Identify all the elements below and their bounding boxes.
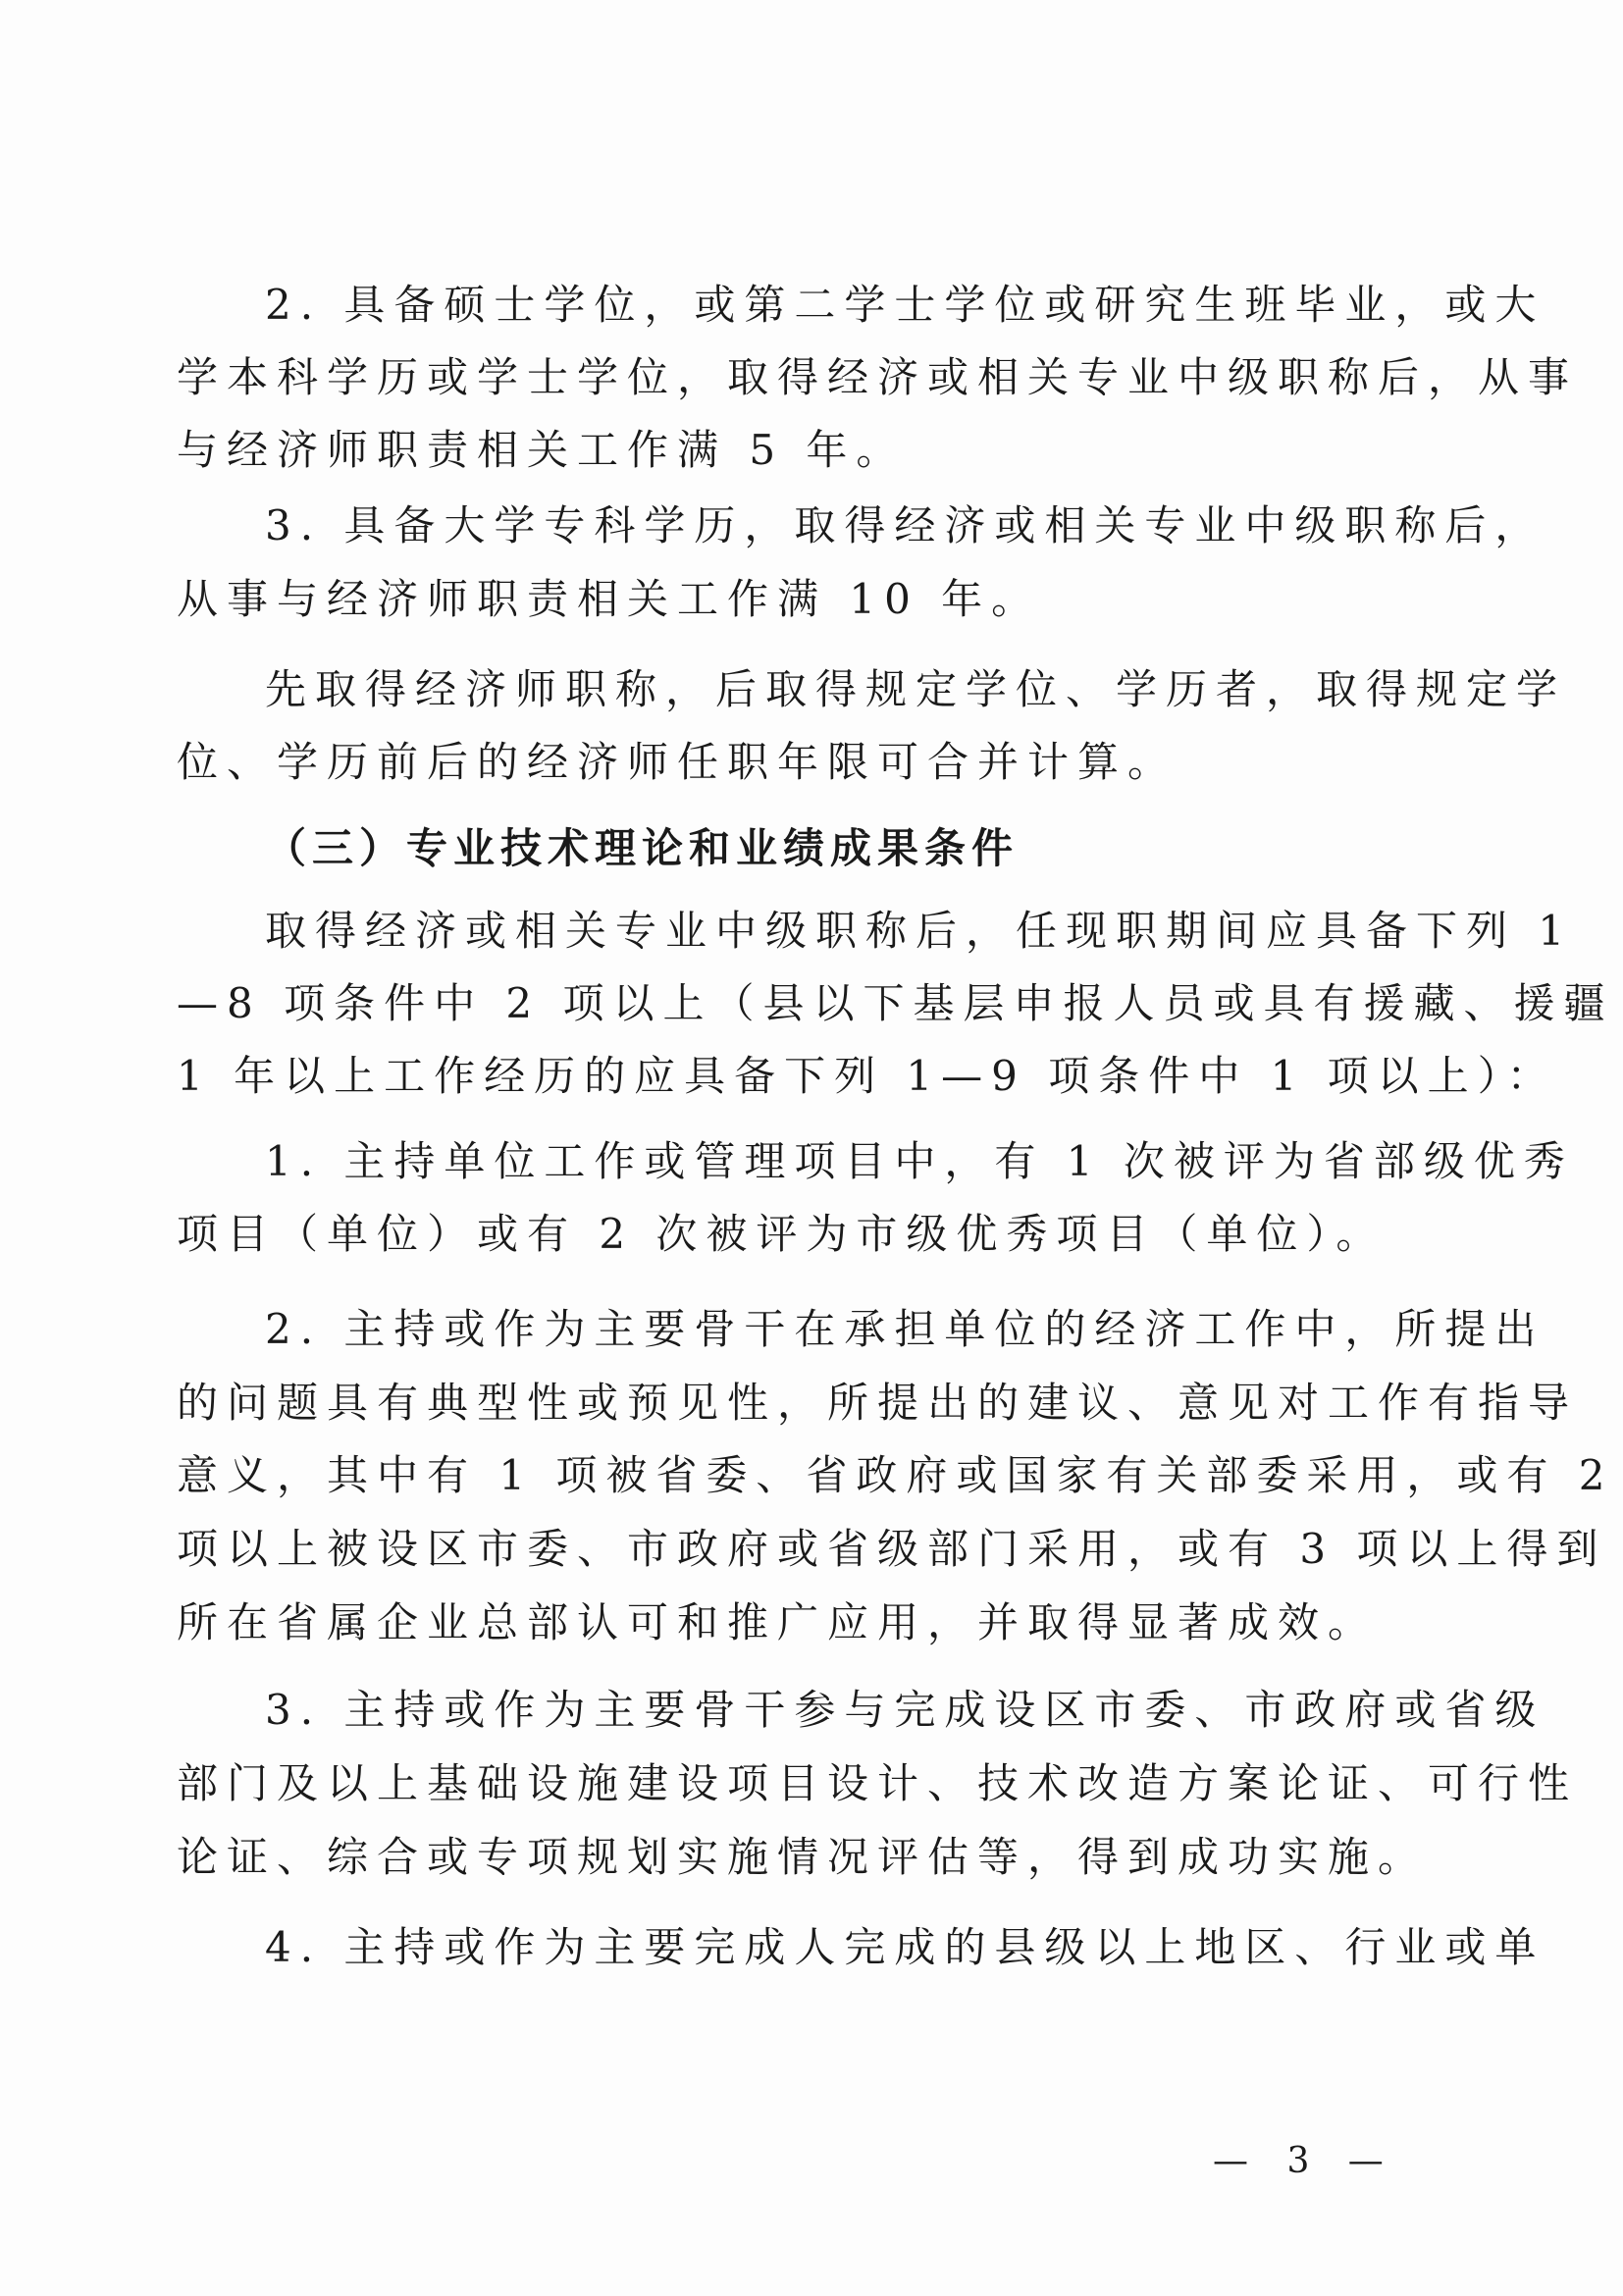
text-line: 1. 主持单位工作或管理项目中，有 1 次被评为省部级优秀	[265, 1137, 1574, 1185]
text-line: 论证、综合或专项规划实施情况评估等，得到成功实施。	[177, 1833, 1429, 1881]
text-line: 部门及以上基础设施建设项目设计、技术改造方案论证、可行性	[177, 1759, 1579, 1807]
text-line: 与经济师职责相关工作满 5 年。	[177, 426, 907, 474]
text-line: 位、学历前后的经济师任职年限可合并计算。	[177, 738, 1178, 786]
text-line: 4. 主持或作为主要完成人完成的县级以上地区、行业或单	[265, 1923, 1545, 1971]
text-line: 意义，其中有 1 项被省委、省政府或国家有关部委采用，或有 2	[177, 1451, 1614, 1499]
text-line: 所在省属企业总部认可和推广应用，并取得显著成效。	[177, 1598, 1379, 1646]
text-line: 项以上被设区市委、市政府或省级部门采用，或有 3 项以上得到	[177, 1525, 1607, 1573]
text-line: 3. 具备大学专科学历，取得经济或相关专业中级职称后，	[265, 501, 1545, 549]
text-line: 3. 主持或作为主要骨干参与完成设区市委、市政府或省级	[265, 1686, 1545, 1734]
text-line: 1 年以上工作经历的应具备下列 1—9 项条件中 1 项以上）：	[177, 1052, 1557, 1100]
section-heading: （三）专业技术理论和业绩成果条件	[265, 824, 1020, 872]
text-line: 从事与经济师职责相关工作满 10 年。	[177, 575, 1042, 623]
text-line: 的问题具有典型性或预见性，所提出的建议、意见对工作有指导	[177, 1379, 1579, 1427]
text-line: 先取得经济师职称，后取得规定学位、学历者，取得规定学	[265, 665, 1567, 713]
text-line: 2. 主持或作为主要骨干在承担单位的经济工作中，所提出	[265, 1305, 1545, 1353]
text-line: 取得经济或相关专业中级职称后，任现职期间应具备下列 1	[265, 907, 1574, 955]
text-line: 项目（单位）或有 2 次被评为市级优秀项目（单位）。	[177, 1210, 1387, 1258]
text-line: 学本科学历或学士学位，取得经济或相关专业中级职称后，从事	[177, 353, 1579, 401]
text-line: —8 项条件中 2 项以上（县以下基层申报人员或具有援藏、援疆	[177, 979, 1614, 1027]
text-line: 2. 具备硕士学位，或第二学士学位或研究生班毕业，或大	[265, 281, 1545, 329]
page-number: — 3 —	[1213, 2141, 1397, 2181]
